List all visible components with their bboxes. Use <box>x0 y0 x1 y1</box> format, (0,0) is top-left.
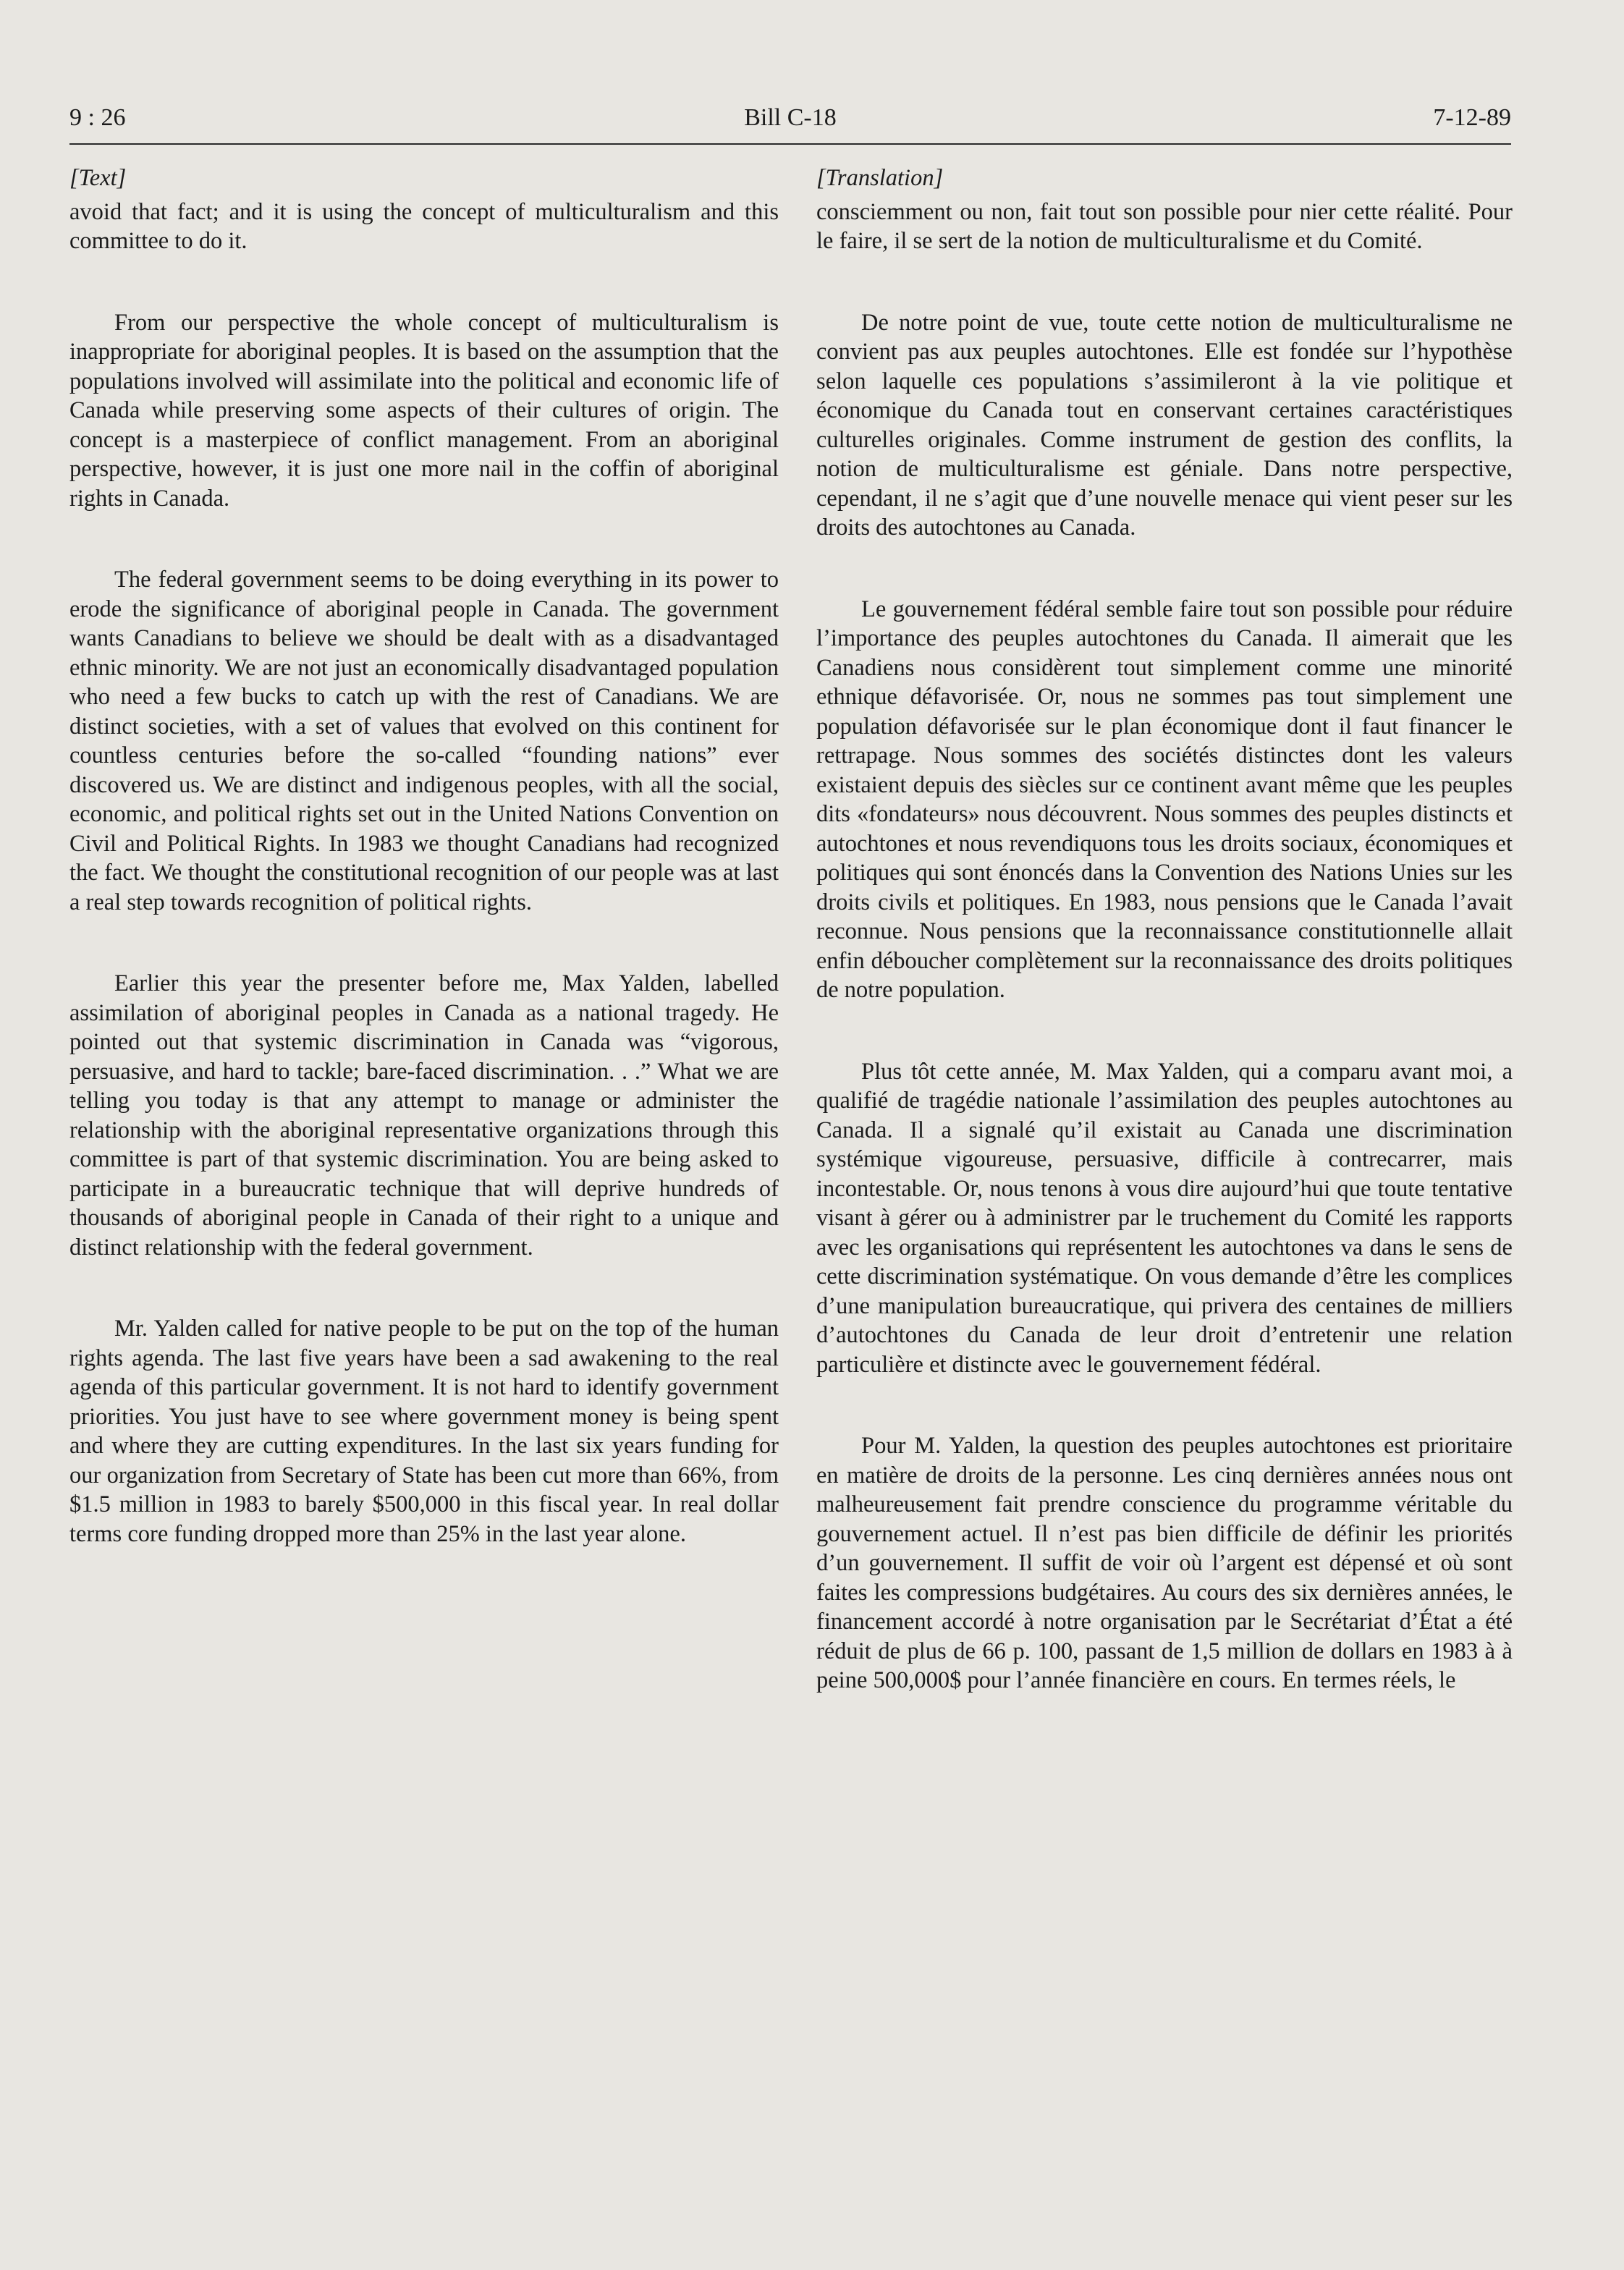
page-header <box>69 100 1511 145</box>
paragraph: Le gouvernement fédéral semble faire tout son possible pour réduire l’importance des peuples autochtones du Canada. Il aimerait que les Canadiens nous considèrent tout simplement comme une minorité ethnique défavorisée. Or, nous ne sommes pas tout simplement une population défavorisée sur le plan économique dont il faut financer le rettrapage. Nous sommes des sociétés distinctes dont les valeurs existaient depuis des siècles sur ce continent avant même que les peuples dits «fondateurs» nous découvrent. Nous sommes des peuples distincts et autochtones et nous revendiquons tous les droits sociaux, économiques et politiques qui sont énoncés dans la Convention des Nations Unies sur les droits civils et politiques. En 1983, nous pensions que le Canada l’avait reconnue. Nous pensions que la reconnaissance constitutionnelle allait enfin déboucher complètement sur la reconnaissance des droits politiques de notre population. <box>816 596 1513 1003</box>
paragraph: From our perspective the whole concept of multiculturalism is inappropriate for aboriginal peoples. It is based on the assumption that the populations involved will assimilate into the political and economic life of Canada while preserving some aspects of their cultures of origin. The concept is a masterpiece of conflict management. From an aboriginal perspective, however, it is just one more nail in the coffin of aboriginal rights in Canada. <box>69 309 779 512</box>
paragraph: Plus tôt cette année, M. Max Yalden, qui a comparu avant moi, a qualifié de tragédie nationale l’assimilation des peuples autochtones au Canada. Il a signalé qu’il existait au Canada une discrimination systémique vigoureuse, persuasive, difficile à contrecarrer, mais incontestable. Or, nous tenons à vous dire aujourd’hui que toute tentative visant à gérer ou à administrer par le truchement du Comité les rapports avec les organisations qui représentent les autochtones va dans le sens de cette discrimination systématique. On vous demande d’être les complices d’une manipulation bureaucratique, qui privera des centaines de milliers d’autochtones du Canada de leur droit d’entretenir une relation particulière et distincte avec le gouvernement fédéral. <box>816 1058 1513 1378</box>
page-number: 9 : 26 <box>69 104 126 131</box>
paragraph: The federal government seems to be doing everything in its power to erode the significance of aboriginal people in Canada. The government wants Canadians to believe we should be dealt with as a disadvantaged ethnic minority. We are not just an economically disadvantaged population who need a few bucks to catch up with the rest of Canadians. We are distinct societies, with a set of values that evolved on this continent for countless centuries before the so-called “founding nations” ever discovered us. We are distinct and indigenous peoples, with all the social, economic, and political rights set out in the United Nations Convention on Civil and Political Rights. In 1983 we thought Canadians had recognized the fact. We thought the constitutional recognition of our people was at last a real step towards recognition of political rights. <box>69 567 779 915</box>
paragraph: consciemment ou non, fait tout son possible pour nier cette réalité. Pour le faire, il se sert de la notion de multiculturalisme et du Comité. <box>816 198 1513 254</box>
column-label-translation: [Translation] <box>816 165 944 191</box>
paragraph: Mr. Yalden called for native people to be put on the top of the human rights agenda. The last five years have been a sad awakening to the real agenda of this particular government. It is not hard to identify government priorities. You just have to see where government money is being spent and where they are cutting expenditures. In the last six years funding for our organization from Secretary of State has been cut more than 66%, from $1.5 million in 1983 to barely $500,000 in this fiscal year. In real dollar terms core funding dropped more than 25% in the last year alone. <box>69 1316 779 1547</box>
paragraph: Earlier this year the presenter before me, Max Yalden, labelled assimilation of aboriginal peoples in Canada as a national tragedy. He pointed out that systemic discrimination in Canada was “vigorous, persuasive, and hard to tackle; bare-faced discrimination. . .” What we are telling you today is that any attempt to manage or administer the relationship with the aboriginal representative organizations through this committee is part of that systemic discrimination. You are being asked to participate in a bureaucratic technique that will deprive hundreds of thousands of aboriginal people in Canada of their right to a unique and distinct relationship with the federal government. <box>69 970 779 1261</box>
page-date: 7-12-89 <box>1433 104 1511 131</box>
paragraph: avoid that fact; and it is using the concept of multiculturalism and this committee to do it. <box>69 198 779 254</box>
paragraph: De notre point de vue, toute cette notion de multiculturalisme ne convient pas aux peuples autochtones. Elle est fondée sur l’hypothèse selon laquelle ces populations s’assimileront à la vie politique et économique du Canada tout en conservant certaines caractéristiques culturelles originales. Comme instrument de gestion des conflits, la notion de multiculturalisme est géniale. Dans notre perspective, cependant, il ne s’agit que d’une nouvelle menace qui vient peser sur les droits des autochtones au Canada. <box>816 309 1513 541</box>
french-column <box>816 164 1513 1695</box>
english-column <box>69 164 779 1549</box>
column-label-text: [Text] <box>69 165 127 191</box>
paragraph: Pour M. Yalden, la question des peuples autochtones est prioritaire en matière de droits de la personne. Les cinq dernières années nous ont malheureusement fait prendre conscience du programme véritable du gouvernement actuel. Il n’est pas bien difficile de définir les priorités d’un gouvernement. Il suffit de voir où l’argent est dépensé et où sont faites les compressions budgétaires. Au cours des six dernières années, le financement accordé à notre organisation par le Secrétariat d’État a été réduit de plus de 66 p. 100, passant de 1,5 million de dollars en 1983 à à peine 500,000$ pour l’année financière en cours. En termes réels, le <box>816 1433 1513 1693</box>
bill-title: Bill C-18 <box>744 104 837 131</box>
